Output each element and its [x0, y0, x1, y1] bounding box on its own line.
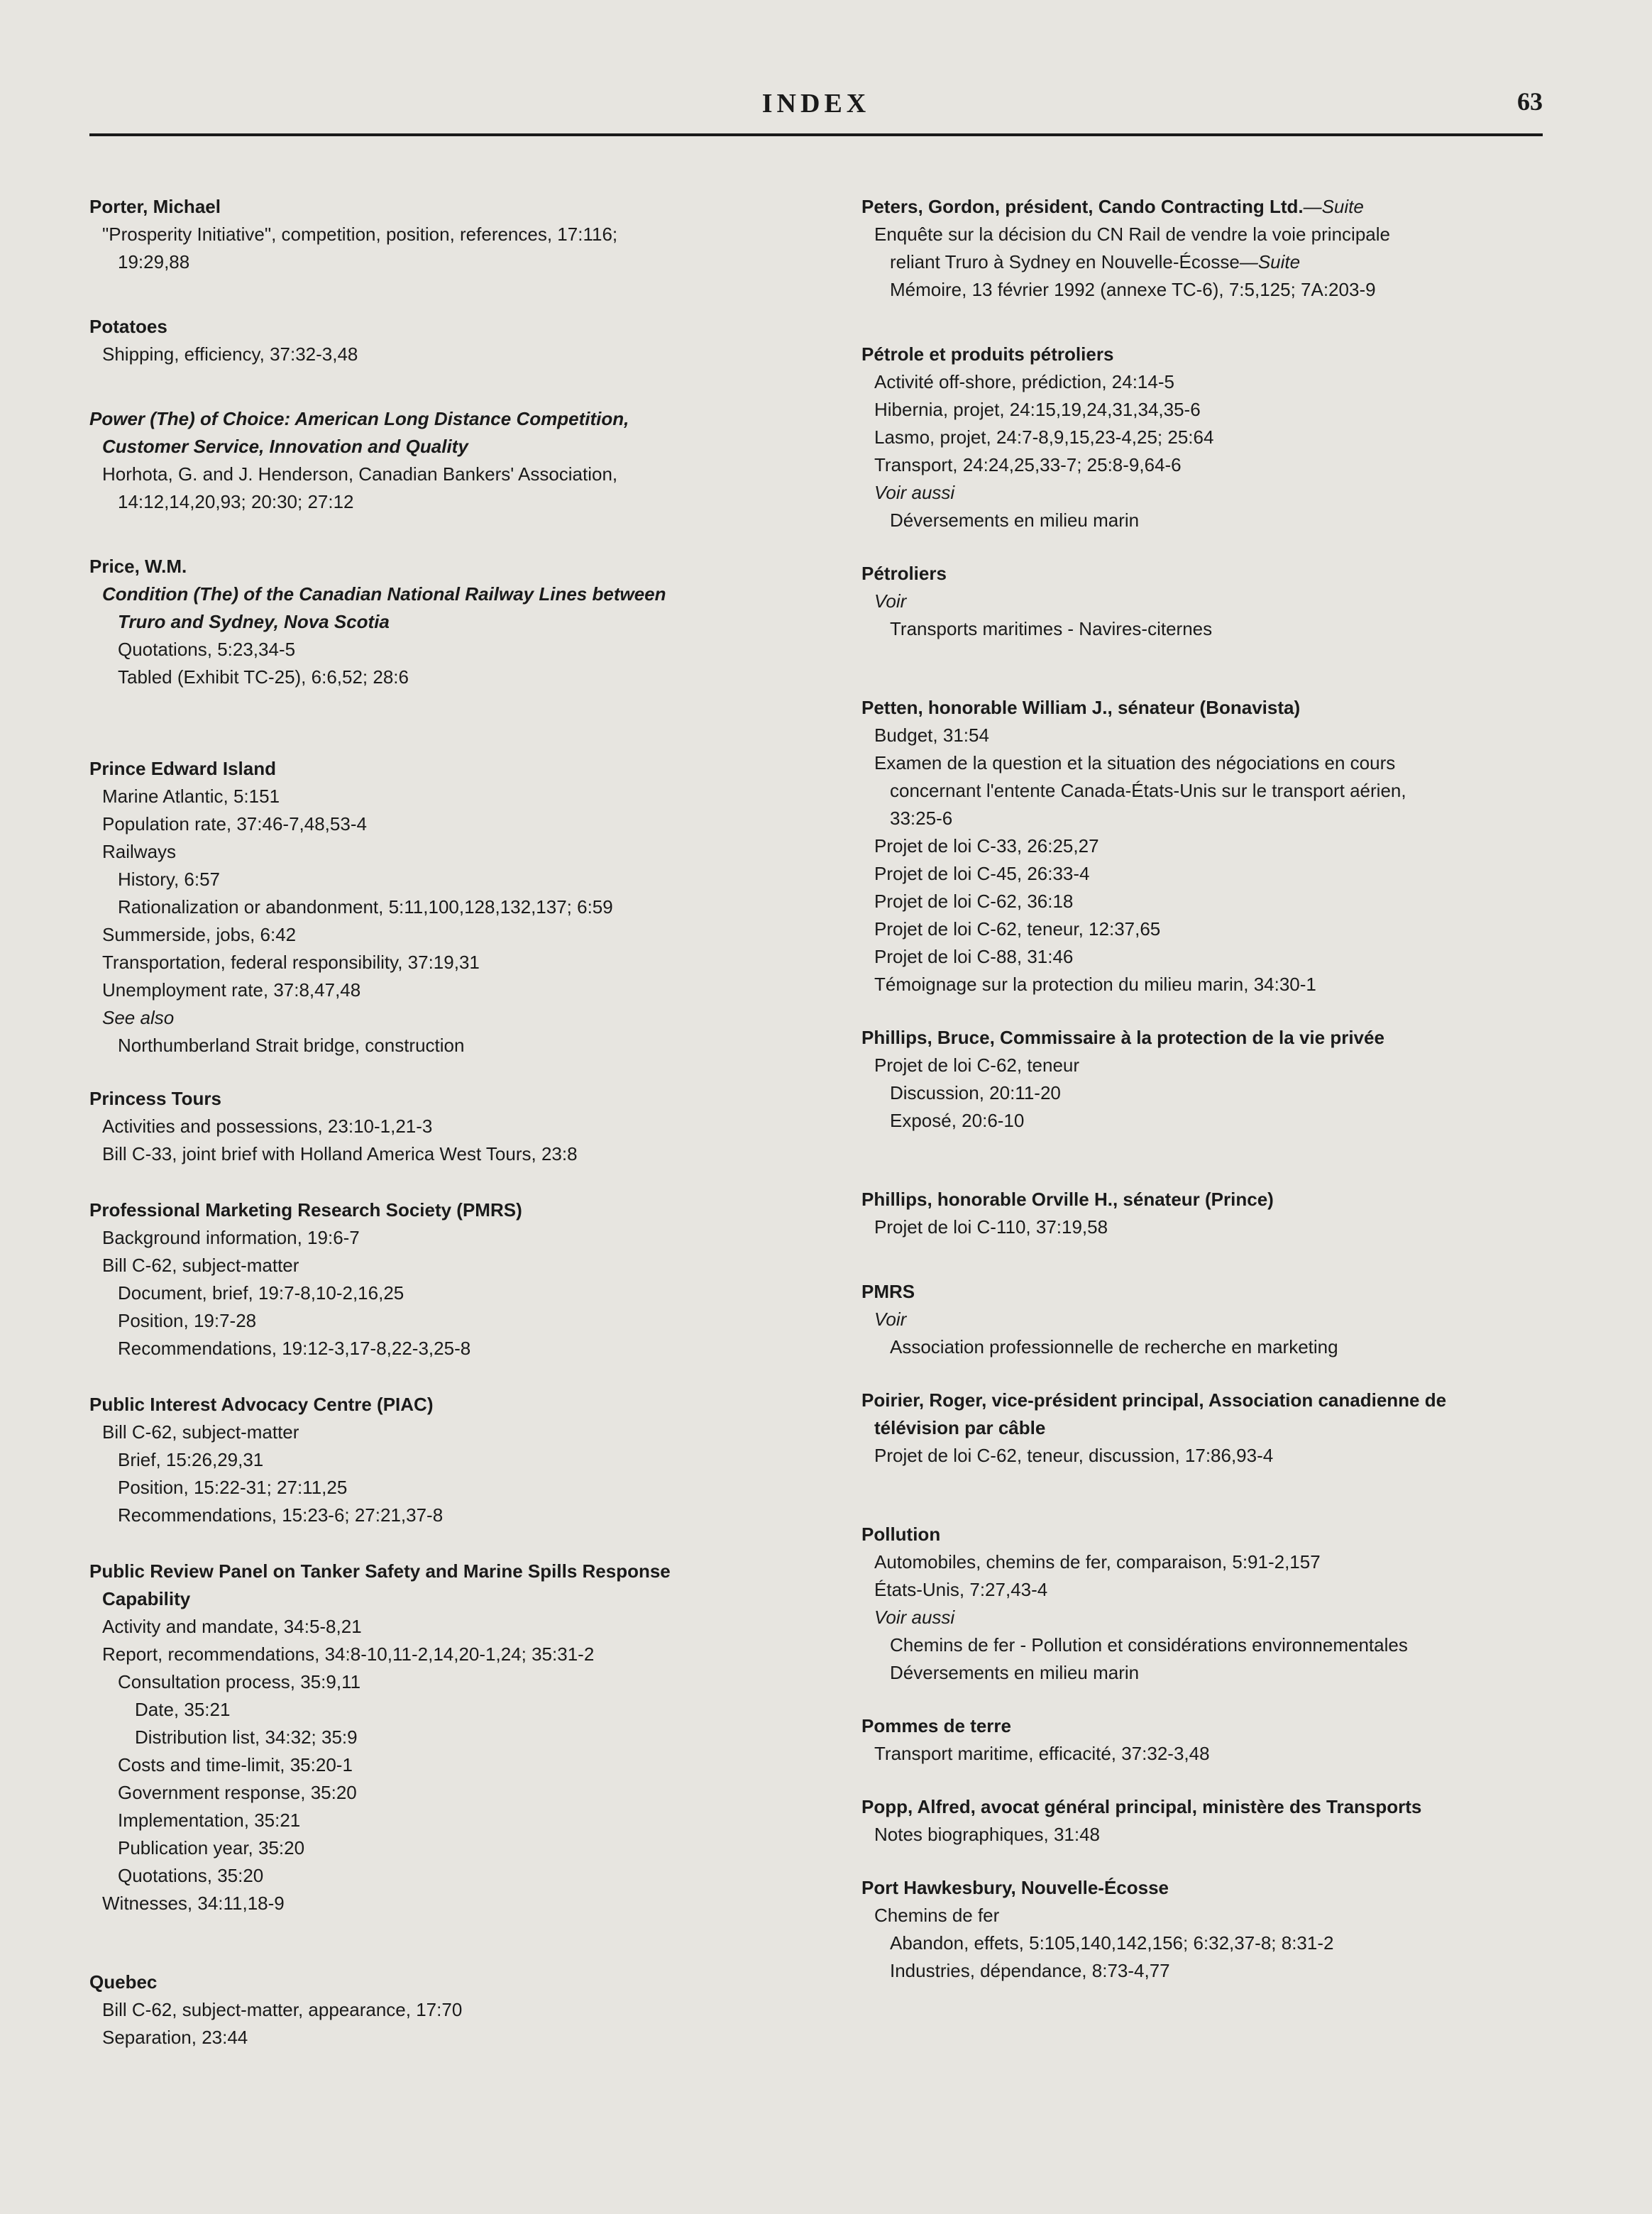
index-text: Implementation, 35:21: [118, 1810, 301, 1831]
index-text: Consultation process, 35:9,11: [118, 1671, 361, 1692]
index-text: Projet de loi C-110, 37:19,58: [874, 1216, 1108, 1238]
index-text: Bill C-62, subject-matter, appearance, 17:70: [102, 1999, 463, 2020]
index-subentry: [89, 1004, 799, 1032]
index-heading: [89, 553, 799, 580]
index-text: Abandon, effets, 5:105,140,142,156; 6:32,37-8; 8:31-2: [890, 1932, 1334, 1954]
index-entry: [861, 1186, 1543, 1241]
index-subentry: [89, 1996, 799, 2024]
index-subentry: [89, 1419, 799, 1446]
index-subentry: [89, 663, 799, 691]
index-subentry: [861, 1052, 1543, 1079]
index-subentry: [89, 1751, 799, 1779]
index-entry: [861, 1521, 1543, 1687]
index-text: Quotations, 5:23,34-5: [118, 639, 296, 660]
index-subentry: [861, 888, 1543, 915]
index-text: Porter, Michael: [89, 196, 221, 217]
index-text: Document, brief, 19:7-8,10-2,16,25: [118, 1282, 404, 1304]
index-text: Activité off-shore, prédiction, 24:14-5: [874, 371, 1174, 392]
index-text: concernant l'entente Canada-États-Unis sur le transport aérien,: [890, 780, 1406, 801]
index-entry: [861, 1024, 1543, 1135]
index-subentry: [89, 636, 799, 663]
index-heading: [89, 755, 799, 783]
index-subentry: [89, 1446, 799, 1474]
index-subentry: [861, 971, 1543, 998]
index-text: Projet de loi C-88, 31:46: [874, 946, 1074, 967]
index-subentry: [89, 1834, 799, 1862]
index-subentry: [861, 1659, 1543, 1687]
index-subentry: [861, 1929, 1543, 1957]
index-text: Activity and mandate, 34:5-8,21: [102, 1616, 362, 1637]
index-text: Association professionnelle de recherche en marketing: [890, 1336, 1338, 1357]
index-entry: [89, 553, 799, 691]
index-subentry: [89, 1335, 799, 1362]
index-subentry: [89, 783, 799, 810]
index-text: Bill C-33, joint brief with Holland America West Tours, 23:8: [102, 1143, 578, 1164]
index-text: Government response, 35:20: [118, 1782, 357, 1803]
index-heading: [861, 1387, 1543, 1414]
index-heading: [89, 405, 799, 433]
index-text: Transport maritime, efficacité, 37:32-3,48: [874, 1743, 1210, 1764]
index-subentry: [89, 893, 799, 921]
index-text: Projet de loi C-62, teneur, discussion, 17:86,93-4: [874, 1445, 1274, 1466]
index-heading: [861, 341, 1543, 368]
index-subentry: [861, 615, 1543, 643]
index-heading: [861, 193, 1543, 221]
index-text: "Prosperity Initiative", competition, position, references, 17:116;: [102, 224, 618, 245]
index-entry: [861, 1712, 1543, 1768]
index-text: Publication year, 35:20: [118, 1837, 305, 1858]
index-text: Shipping, efficiency, 37:32-3,48: [102, 343, 358, 365]
index-subentry: [89, 221, 799, 248]
index-subentry: [861, 368, 1543, 396]
index-heading: [89, 1196, 799, 1224]
index-subentry: [861, 777, 1543, 805]
index-text: Princess Tours: [89, 1088, 221, 1109]
index-text: Phillips, honorable Orville H., sénateur (Prince): [861, 1189, 1274, 1210]
index-entry: [861, 1793, 1543, 1849]
index-subentry: [89, 248, 799, 276]
index-text: Railways: [102, 841, 177, 862]
index-text: Truro and Sydney, Nova Scotia: [118, 611, 390, 632]
index-heading: [89, 1968, 799, 1996]
index-subentry: [89, 1807, 799, 1834]
index-heading: [89, 1558, 799, 1585]
index-text: Pétrole et produits pétroliers: [861, 343, 1114, 365]
index-text: Population rate, 37:46-7,48,53-4: [102, 813, 367, 835]
index-heading: [861, 560, 1543, 588]
index-entry: [861, 1874, 1543, 1985]
index-subentry: [861, 1957, 1543, 1985]
index-entry: [89, 1558, 799, 1917]
index-text: Transports maritimes - Navires-citernes: [890, 618, 1213, 639]
index-subentry: [861, 396, 1543, 424]
index-subentry: [89, 866, 799, 893]
index-text: Automobiles, chemins de fer, comparaison, 5:91-2,157: [874, 1551, 1321, 1573]
index-subentry: [861, 805, 1543, 832]
index-text: Petten, honorable William J., sénateur (Bonavista): [861, 697, 1301, 718]
index-subentry: [861, 749, 1543, 777]
continued-suffix: —Suite: [1303, 196, 1364, 217]
index-text: Discussion, 20:11-20: [890, 1082, 1061, 1103]
index-subentry: [89, 341, 799, 368]
index-heading: [861, 1712, 1543, 1740]
index-subentry: [89, 976, 799, 1004]
index-text: Position, 19:7-28: [118, 1310, 257, 1331]
index-text: Capability: [102, 1588, 191, 1609]
index-subentry: [861, 943, 1543, 971]
index-column-left: [89, 193, 799, 2051]
index-text: Mémoire, 13 février 1992 (annexe TC-6), 7:5,125; 7A:203-9: [890, 279, 1376, 300]
index-text: Recommendations, 19:12-3,17-8,22-3,25-8: [118, 1338, 471, 1359]
index-subentry: [89, 810, 799, 838]
index-subentry: [861, 722, 1543, 749]
index-subentry: [89, 1613, 799, 1641]
index-text: Pollution: [861, 1524, 941, 1545]
index-subentry: [861, 479, 1543, 507]
index-text: télévision par câble: [874, 1417, 1046, 1438]
index-text: Summerside, jobs, 6:42: [102, 924, 297, 945]
index-entry: [861, 560, 1543, 643]
index-text: PMRS: [861, 1281, 915, 1302]
index-text: Voir aussi: [874, 482, 955, 503]
index-text: Brief, 15:26,29,31: [118, 1449, 264, 1470]
index-subentry: [861, 1821, 1543, 1849]
index-text: Déversements en milieu marin: [890, 1662, 1140, 1683]
index-subentry: [89, 433, 799, 461]
index-heading: [861, 1024, 1543, 1052]
index-text: Distribution list, 34:32; 35:9: [135, 1726, 358, 1748]
index-subentry: [89, 921, 799, 949]
index-text: Projet de loi C-62, 36:18: [874, 891, 1074, 912]
index-text: Port Hawkesbury, Nouvelle-Écosse: [861, 1877, 1169, 1898]
index-subentry: [861, 1107, 1543, 1135]
index-text: Pommes de terre: [861, 1715, 1011, 1736]
index-text: Budget, 31:54: [874, 725, 989, 746]
index-text: Tabled (Exhibit TC-25), 6:6,52; 28:6: [118, 666, 409, 688]
index-heading: [861, 694, 1543, 722]
index-text: Unemployment rate, 37:8,47,48: [102, 979, 361, 1001]
index-entry: [89, 1391, 799, 1529]
index-heading: [861, 1793, 1543, 1821]
index-subentry: [89, 838, 799, 866]
index-heading: [861, 1278, 1543, 1306]
index-text: Customer Service, Innovation and Quality: [102, 436, 468, 457]
continued-suffix: —Suite: [1239, 251, 1301, 272]
index-text: See also: [102, 1007, 175, 1028]
index-subentry: [861, 1333, 1543, 1361]
index-text: Power (The) of Choice: American Long Distance Competition,: [89, 408, 629, 429]
index-text: Costs and time-limit, 35:20-1: [118, 1754, 353, 1775]
index-subentry: [861, 588, 1543, 615]
index-subentry: [861, 276, 1543, 304]
index-text: Enquête sur la décision du CN Rail de vendre la voie principale: [874, 224, 1390, 245]
page-title: INDEX: [761, 89, 871, 119]
index-subentry: [89, 1641, 799, 1668]
index-text: Horhota, G. and J. Henderson, Canadian Bankers' Association,: [102, 463, 618, 485]
index-subentry: [89, 1113, 799, 1140]
index-text: 33:25-6: [890, 808, 953, 829]
page-header: [89, 85, 1543, 138]
index-subentry: [861, 1902, 1543, 1929]
index-subentry: [89, 1140, 799, 1168]
index-entry: [861, 1278, 1543, 1361]
index-text: Transport, 24:24,25,33-7; 25:8-9,64-6: [874, 454, 1182, 475]
index-subentry: [89, 1307, 799, 1335]
index-text: Témoignage sur la protection du milieu marin, 34:30-1: [874, 974, 1316, 995]
index-heading: [89, 1391, 799, 1419]
page-number: 63: [1517, 87, 1543, 116]
index-heading: [89, 313, 799, 341]
index-subentry: [861, 424, 1543, 451]
index-text: Voir: [874, 590, 907, 612]
index-heading: [861, 1874, 1543, 1902]
index-subentry: [89, 1585, 799, 1613]
index-text: Déversements en milieu marin: [890, 510, 1140, 531]
index-heading: [89, 1085, 799, 1113]
index-text: Prince Edward Island: [89, 758, 276, 779]
index-subentry: [861, 1079, 1543, 1107]
index-text: reliant Truro à Sydney en Nouvelle-Écosse: [890, 251, 1240, 272]
index-text: Examen de la question et la situation des négociations en cours: [874, 752, 1396, 773]
index-subentry: [861, 1576, 1543, 1604]
index-entry: [861, 193, 1543, 304]
index-text: Poirier, Roger, vice-président principal, Association canadienne de: [861, 1389, 1447, 1411]
index-subentry: [861, 832, 1543, 860]
index-subentry: [89, 580, 799, 608]
index-subentry: [89, 1862, 799, 1890]
index-subentry: [861, 507, 1543, 534]
index-text: Separation, 23:44: [102, 2027, 248, 2048]
index-text: Popp, Alfred, avocat général principal, ministère des Transports: [861, 1796, 1422, 1817]
index-text: Projet de loi C-33, 26:25,27: [874, 835, 1099, 857]
index-text: Marine Atlantic, 5:151: [102, 786, 280, 807]
index-text: États-Unis, 7:27,43-4: [874, 1579, 1048, 1600]
index-text: Pétroliers: [861, 563, 947, 584]
index-subentry: [861, 1306, 1543, 1333]
index-subentry: [861, 221, 1543, 248]
index-subentry: [861, 248, 1543, 276]
index-entry: [89, 755, 799, 1059]
index-subentry: [861, 1740, 1543, 1768]
index-text: Voir: [874, 1309, 907, 1330]
index-text: Public Review Panel on Tanker Safety and Marine Spills Response: [89, 1560, 671, 1582]
index-text: Bill C-62, subject-matter: [102, 1255, 299, 1276]
index-text: Transportation, federal responsibility, 37:19,31: [102, 952, 480, 973]
index-text: Professional Marketing Research Society (PMRS): [89, 1199, 522, 1221]
index-subentry: [89, 1724, 799, 1751]
index-text: Voir aussi: [874, 1607, 955, 1628]
index-text: Projet de loi C-45, 26:33-4: [874, 863, 1090, 884]
index-text: Exposé, 20:6-10: [890, 1110, 1025, 1131]
index-subentry: [89, 1668, 799, 1696]
index-text: Potatoes: [89, 316, 167, 337]
index-text: Rationalization or abandonment, 5:11,100,128,132,137; 6:59: [118, 896, 613, 918]
index-subentry: [861, 1442, 1543, 1470]
index-text: History, 6:57: [118, 869, 221, 890]
index-entry: [89, 313, 799, 368]
index-subentry: [89, 1696, 799, 1724]
index-text: Projet de loi C-62, teneur: [874, 1054, 1080, 1076]
index-text: Condition (The) of the Canadian National Railway Lines between: [102, 583, 666, 605]
index-subentry: [89, 1779, 799, 1807]
index-text: Date, 35:21: [135, 1699, 231, 1720]
index-subentry: [89, 1032, 799, 1059]
index-text: Northumberland Strait bridge, construction: [118, 1035, 465, 1056]
index-entry: [89, 193, 799, 276]
index-entry: [861, 341, 1543, 534]
index-text: Position, 15:22-31; 27:11,25: [118, 1477, 348, 1498]
index-entry: [89, 1968, 799, 2051]
index-text: Price, W.M.: [89, 556, 187, 577]
index-text: Phillips, Bruce, Commissaire à la protection de la vie privée: [861, 1027, 1384, 1048]
index-text: Industries, dépendance, 8:73-4,77: [890, 1960, 1170, 1981]
index-subentry: [861, 860, 1543, 888]
index-text: Notes biographiques, 31:48: [874, 1824, 1101, 1845]
index-heading: [861, 1186, 1543, 1213]
index-subentry: [861, 451, 1543, 479]
index-text: Bill C-62, subject-matter: [102, 1421, 299, 1443]
index-subentry: [89, 608, 799, 636]
index-subentry: [89, 949, 799, 976]
index-text: 19:29,88: [118, 251, 190, 272]
index-entry: [861, 694, 1543, 998]
index-text: Chemins de fer - Pollution et considérations environnementales: [890, 1634, 1408, 1656]
index-subentry: [861, 1604, 1543, 1631]
index-text: Quebec: [89, 1971, 158, 1993]
index-subentry: [89, 461, 799, 488]
index-subentry: [89, 1890, 799, 1917]
index-entry: [89, 1196, 799, 1362]
index-text: Recommendations, 15:23-6; 27:21,37-8: [118, 1504, 444, 1526]
index-subentry: [89, 488, 799, 516]
index-column-right: [861, 193, 1543, 1985]
index-text: Background information, 19:6-7: [102, 1227, 360, 1248]
index-text: Lasmo, projet, 24:7-8,9,15,23-4,25; 25:64: [874, 426, 1214, 448]
index-entry: [89, 1085, 799, 1168]
index-text: Projet de loi C-62, teneur, 12:37,65: [874, 918, 1161, 940]
index-text: Chemins de fer: [874, 1905, 1000, 1926]
index-text: 14:12,14,20,93; 20:30; 27:12: [118, 491, 354, 512]
index-text: Activities and possessions, 23:10-1,21-3: [102, 1116, 433, 1137]
index-text: Report, recommendations, 34:8-10,11-2,14,20-1,24; 35:31-2: [102, 1643, 595, 1665]
index-subentry: [89, 2024, 799, 2051]
index-subentry: [861, 1548, 1543, 1576]
index-text: Quotations, 35:20: [118, 1865, 264, 1886]
index-subentry: [89, 1502, 799, 1529]
index-subentry: [861, 1414, 1543, 1442]
index-subentry: [861, 1631, 1543, 1659]
index-subentry: [89, 1474, 799, 1502]
index-text: Witnesses, 34:11,18-9: [102, 1893, 285, 1914]
index-subentry: [89, 1252, 799, 1279]
index-subentry: [89, 1279, 799, 1307]
index-heading: [89, 193, 799, 221]
index-text: Peters, Gordon, président, Cando Contracting Ltd.: [861, 196, 1304, 217]
index-heading: [861, 1521, 1543, 1548]
index-text: Hibernia, projet, 24:15,19,24,31,34,35-6: [874, 399, 1201, 420]
index-subentry: [861, 1213, 1543, 1241]
index-entry: [861, 1387, 1543, 1470]
index-text: Public Interest Advocacy Centre (PIAC): [89, 1394, 434, 1415]
index-subentry: [861, 915, 1543, 943]
index-subentry: [89, 1224, 799, 1252]
header-rule: [89, 133, 1543, 136]
index-entry: [89, 405, 799, 516]
